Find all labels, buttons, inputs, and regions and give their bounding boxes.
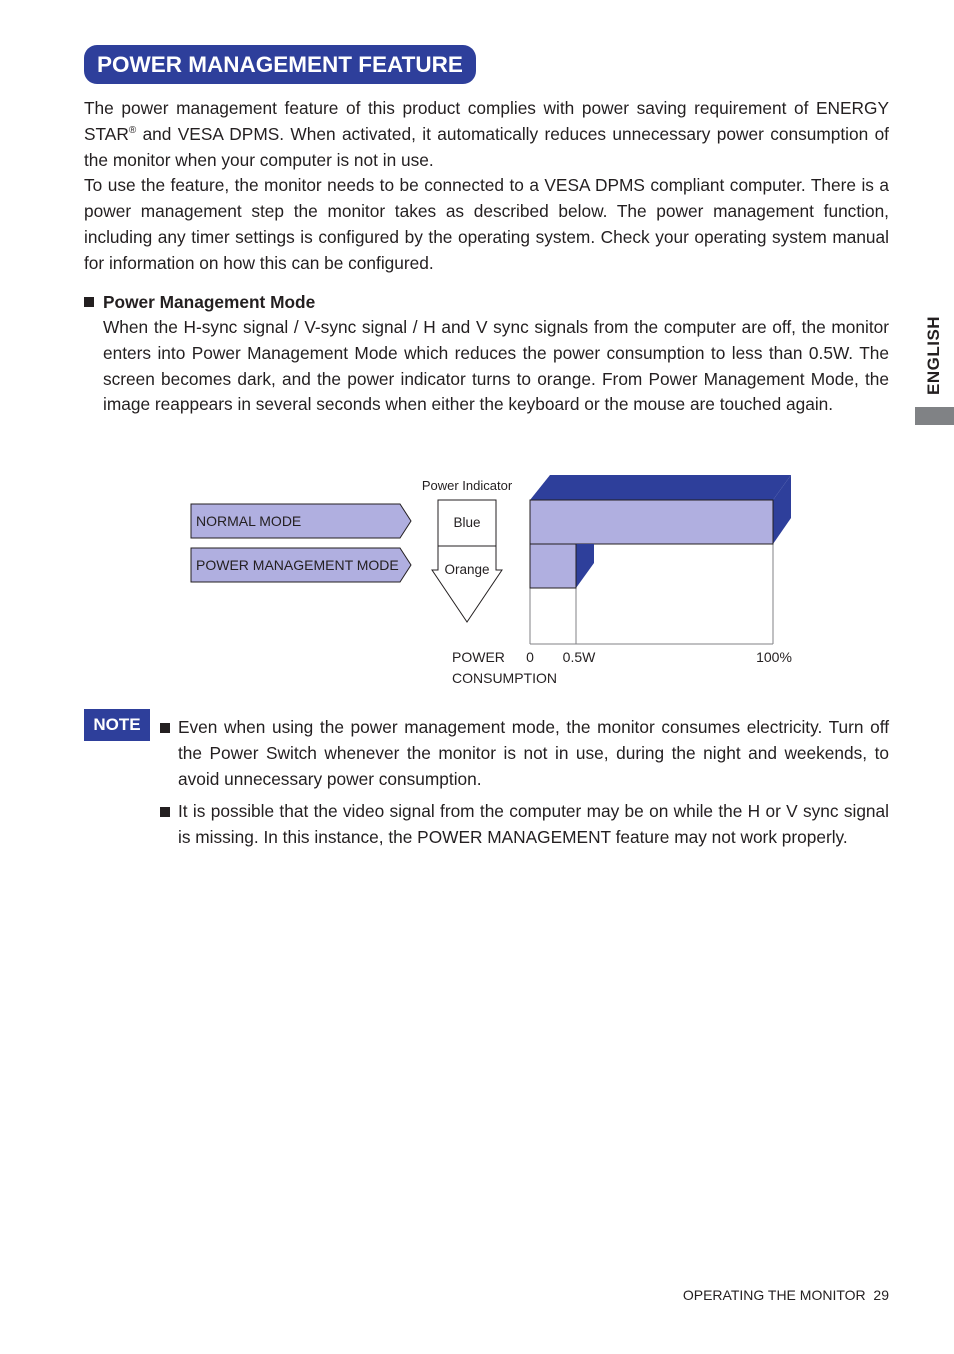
footer-section: OPERATING THE MONITOR bbox=[682, 1287, 866, 1303]
axis-tick-05w: 0.5W bbox=[562, 649, 596, 665]
intro-part1: The power management feature of this product complies with power saving requirement of ENERGY STAR bbox=[84, 98, 889, 144]
normal-mode-label: NORMAL MODE bbox=[196, 513, 302, 529]
axis-tick-100: 100% bbox=[756, 649, 792, 665]
registered-mark: ® bbox=[128, 124, 137, 136]
axis-tick-0: 0 bbox=[526, 649, 534, 665]
note-item-text: It is possible that the video signal from the computer may be on while the H or V sync signal is missing. In this instance, the POWER MANAGEMENT feature may not work properly. bbox=[178, 801, 889, 847]
mode-description: When the H-sync signal / V-sync signal / H and V sync signals from the computer are off, the monitor enters into Power Management Mode which reduces the power consumption to less than 0.5W. The screen becomes dark, and the power indicator turns to orange. From Power Management Mode, the image reappears in several seconds when either the keyboard or the mouse are touched again. bbox=[103, 317, 889, 415]
normal-bar-front bbox=[530, 500, 773, 544]
mode-heading-text: Power Management Mode bbox=[103, 292, 316, 312]
note-badge: NOTE bbox=[84, 709, 150, 741]
note-item bbox=[160, 799, 889, 851]
axis-label-consumption: CONSUMPTION bbox=[452, 670, 557, 686]
section-title: POWER MANAGEMENT FEATURE bbox=[84, 45, 476, 84]
page-number: 29 bbox=[873, 1287, 889, 1303]
pm-bar-side bbox=[576, 544, 594, 588]
normal-mode-bar bbox=[530, 475, 791, 544]
pm-bar-front bbox=[530, 544, 576, 588]
indicator-blue-label: Blue bbox=[453, 515, 481, 530]
indicator-orange-arrow bbox=[432, 546, 502, 622]
normal-bar-top bbox=[530, 475, 791, 500]
indicator-orange-label: Orange bbox=[444, 562, 490, 577]
page-footer bbox=[683, 1287, 889, 1303]
axis-label-power: POWER bbox=[452, 649, 505, 665]
intro-part2: and VESA DPMS. When activated, it automatically reduces unnecessary power consumption of the monitor when your computer is not in use. bbox=[84, 123, 889, 170]
bullet-square-icon bbox=[160, 723, 170, 733]
side-tab-label: ENGLISH bbox=[924, 315, 943, 395]
note-item-text: Even when using the power management mode, the monitor consumes electricity. Turn off the Power Switch whenever the monitor is not in use, during the night and weekends, to avoid unnecessary power consumption. bbox=[178, 717, 889, 789]
power-indicator-label: Power Indicator bbox=[421, 478, 513, 493]
pm-mode-label: POWER MANAGEMENT MODE bbox=[196, 557, 399, 573]
pm-mode-bar bbox=[530, 544, 594, 588]
intro-paragraph2: To use the feature, the monitor needs to be connected to a VESA DPMS compliant computer. There is a power management step the monitor takes as described below. The power management function, including any timer settings is configured by the operating system. Check your operating system manual for information on how this can be configured. bbox=[84, 175, 889, 273]
note-item bbox=[160, 715, 889, 792]
bullet-square-icon bbox=[160, 807, 170, 817]
